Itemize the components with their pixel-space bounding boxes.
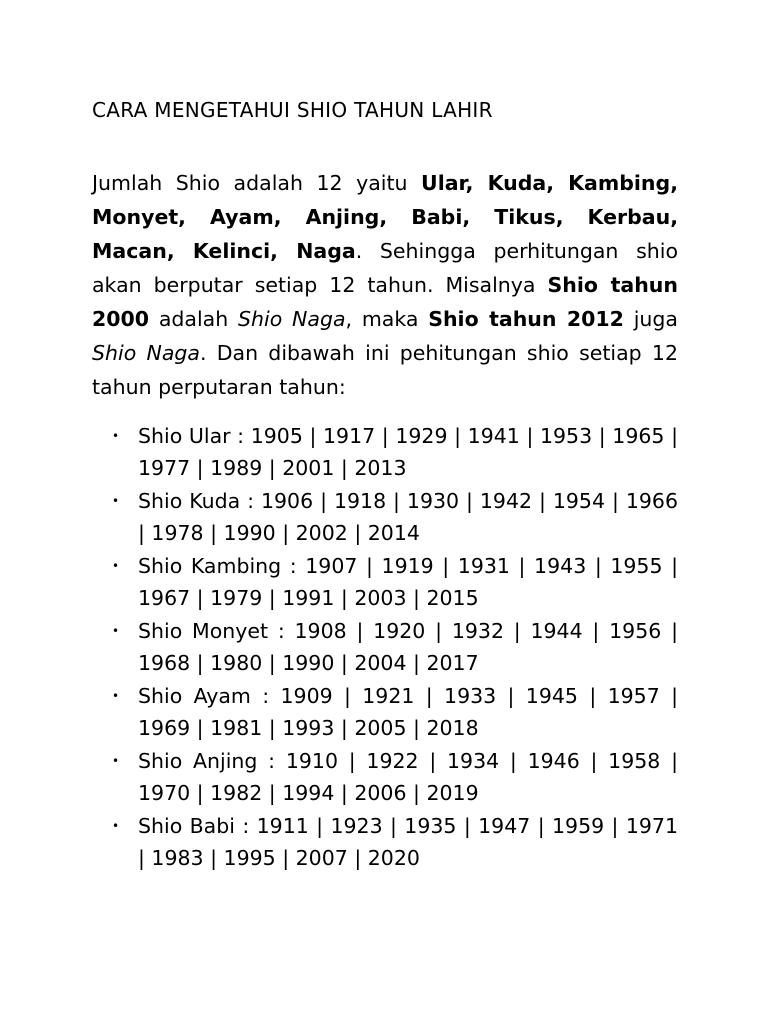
list-item-text: Shio Kambing : 1907 | 1919 | 1931 | 1943 | 1955 | 1967 | 1979 | 1991 | 2003 | 2015 <box>138 554 678 610</box>
shio-2012-bold: Shio tahun 2012 <box>428 307 624 331</box>
list-item-text: Shio Anjing : 1910 | 1922 | 1934 | 1946 | 1958 | 1970 | 1982 | 1994 | 2006 | 2019 <box>138 749 678 805</box>
shio-year-list <box>92 420 678 874</box>
document-page <box>92 96 678 875</box>
intro-text-3: adalah <box>149 307 239 331</box>
list-item-kuda <box>92 485 678 549</box>
list-item-text: Shio Ular : 1905 | 1917 | 1929 | 1941 | 1953 | 1965 | 1977 | 1989 | 2001 | 2013 <box>138 424 678 480</box>
list-item-anjing <box>92 745 678 809</box>
bullet-icon: • <box>112 754 120 768</box>
bullet-icon: • <box>112 819 120 833</box>
shio-naga-italic-2: Shio Naga <box>92 341 200 365</box>
list-item-babi <box>92 810 678 874</box>
bullet-icon: • <box>112 494 120 508</box>
intro-text-5: juga <box>623 307 678 331</box>
intro-text-6: . Dan dibawah ini pehitungan shio setiap 12 tahun perputaran tahun: <box>92 341 679 399</box>
list-item-text: Shio Kuda : 1906 | 1918 | 1930 | 1942 | 1954 | 1966 | 1978 | 1990 | 2002 | 2014 <box>138 489 678 545</box>
list-item-text: Shio Babi : 1911 | 1923 | 1935 | 1947 | 1959 | 1971 | 1983 | 1995 | 2007 | 2020 <box>138 814 678 870</box>
intro-paragraph <box>92 166 678 404</box>
shio-naga-italic-1: Shio Naga <box>238 307 346 331</box>
list-item-ayam <box>92 680 678 744</box>
bullet-icon: • <box>112 689 120 703</box>
bullet-icon: • <box>112 624 120 638</box>
bullet-icon: • <box>112 559 120 573</box>
list-item-ular <box>92 420 678 484</box>
intro-text-4: , maka <box>345 307 429 331</box>
document-title: CARA MENGETAHUI SHIO TAHUN LAHIR <box>92 98 493 122</box>
list-item-monyet <box>92 615 678 679</box>
intro-text-2: . Sehingga perhitungan shio akan berputar setiap 12 tahun. Misalnya <box>92 239 679 297</box>
list-item-text: Shio Ayam : 1909 | 1921 | 1933 | 1945 | 1957 | 1969 | 1981 | 1993 | 2005 | 2018 <box>138 684 678 740</box>
intro-text-1: Jumlah Shio adalah 12 yaitu <box>92 171 422 195</box>
bullet-icon: • <box>112 429 120 443</box>
list-item-text: Shio Monyet : 1908 | 1920 | 1932 | 1944 | 1956 | 1968 | 1980 | 1990 | 2004 | 2017 <box>138 619 678 675</box>
list-item-kambing <box>92 550 678 614</box>
shio-2000-bold: Shio tahun 2000 <box>92 273 678 331</box>
shio-names-bold: Ular, Kuda, Kambing, Monyet, Ayam, Anjing, Babi, Tikus, Kerbau, Macan, Kelinci, Naga <box>92 171 678 263</box>
